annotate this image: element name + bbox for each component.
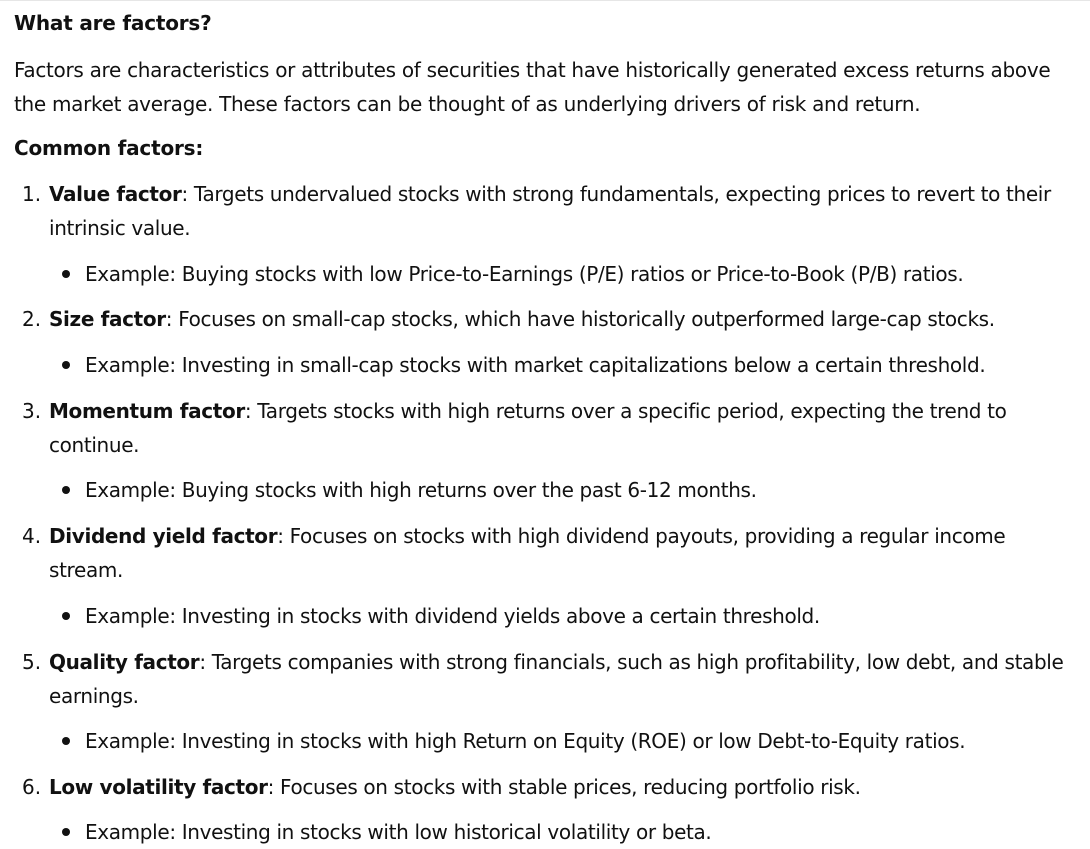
list-number: 3. — [22, 399, 42, 423]
factor-title: Quality factor — [49, 650, 200, 674]
bullet-icon — [62, 361, 70, 369]
factor-title: Value factor — [49, 182, 182, 206]
factor-title: Dividend yield factor — [49, 524, 278, 548]
factor-description: : Focuses on stocks with high dividend payouts, providing a regular income stream. — [49, 524, 1006, 582]
list-number: 4. — [22, 524, 42, 548]
factor-title: Size factor — [49, 307, 166, 331]
section-heading: What are factors? — [14, 11, 212, 35]
bullet-icon — [62, 828, 70, 836]
bullet-icon — [62, 270, 70, 278]
factor-description: : Focuses on small-cap stocks, which have historically outperformed large-cap stocks. — [165, 307, 995, 331]
factor-description: : Focuses on stocks with stable prices, reducing portfolio risk. — [267, 775, 861, 799]
bullet-icon — [62, 612, 70, 620]
example-text: Example: Investing in stocks with high Return on Equity (ROE) or low Debt-to-Equity ratios. — [85, 729, 966, 753]
example-text: Example: Buying stocks with low Price-to-Earnings (P/E) ratios or Price-to-Book (P/B) ratios. — [85, 262, 964, 286]
example-text: Example: Buying stocks with high returns over the past 6-12 months. — [85, 478, 757, 502]
example-text: Example: Investing in stocks with low historical volatility or beta. — [85, 820, 712, 844]
factor-description: : Targets undervalued stocks with strong fundamentals, expecting prices to revert to their intrinsic value. — [49, 182, 1051, 240]
example-text: Example: Investing in stocks with dividend yields above a certain threshold. — [85, 604, 820, 628]
factor-title: Momentum factor — [49, 399, 245, 423]
factor-description: : Targets companies with strong financials, such as high profitability, low debt, and stable earnings. — [49, 650, 1064, 708]
bullet-icon — [62, 737, 70, 745]
bullet-icon — [62, 486, 70, 494]
example-text: Example: Investing in small-cap stocks with market capitalizations below a certain threshold. — [85, 353, 986, 377]
factor-text — [49, 302, 1079, 336]
list-number: 5. — [22, 650, 42, 674]
factor-text — [49, 519, 1079, 587]
factor-text — [49, 770, 1079, 804]
factor-text — [49, 177, 1079, 245]
intro-paragraph: Factors are characteristics or attributes of securities that have historically generated excess returns above the market average. These factors can be thought of as underlying drivers of risk and return. — [14, 58, 1051, 116]
factor-text — [49, 394, 1079, 462]
factor-text — [49, 645, 1079, 713]
common-factors-heading: Common factors: — [14, 136, 204, 160]
list-number: 2. — [22, 307, 42, 331]
factor-description: : Targets stocks with high returns over a specific period, expecting the trend to continue. — [49, 399, 1007, 457]
top-divider — [0, 0, 1090, 1]
factor-title: Low volatility factor — [49, 775, 268, 799]
list-number: 1. — [22, 182, 42, 206]
list-number: 6. — [22, 775, 42, 799]
